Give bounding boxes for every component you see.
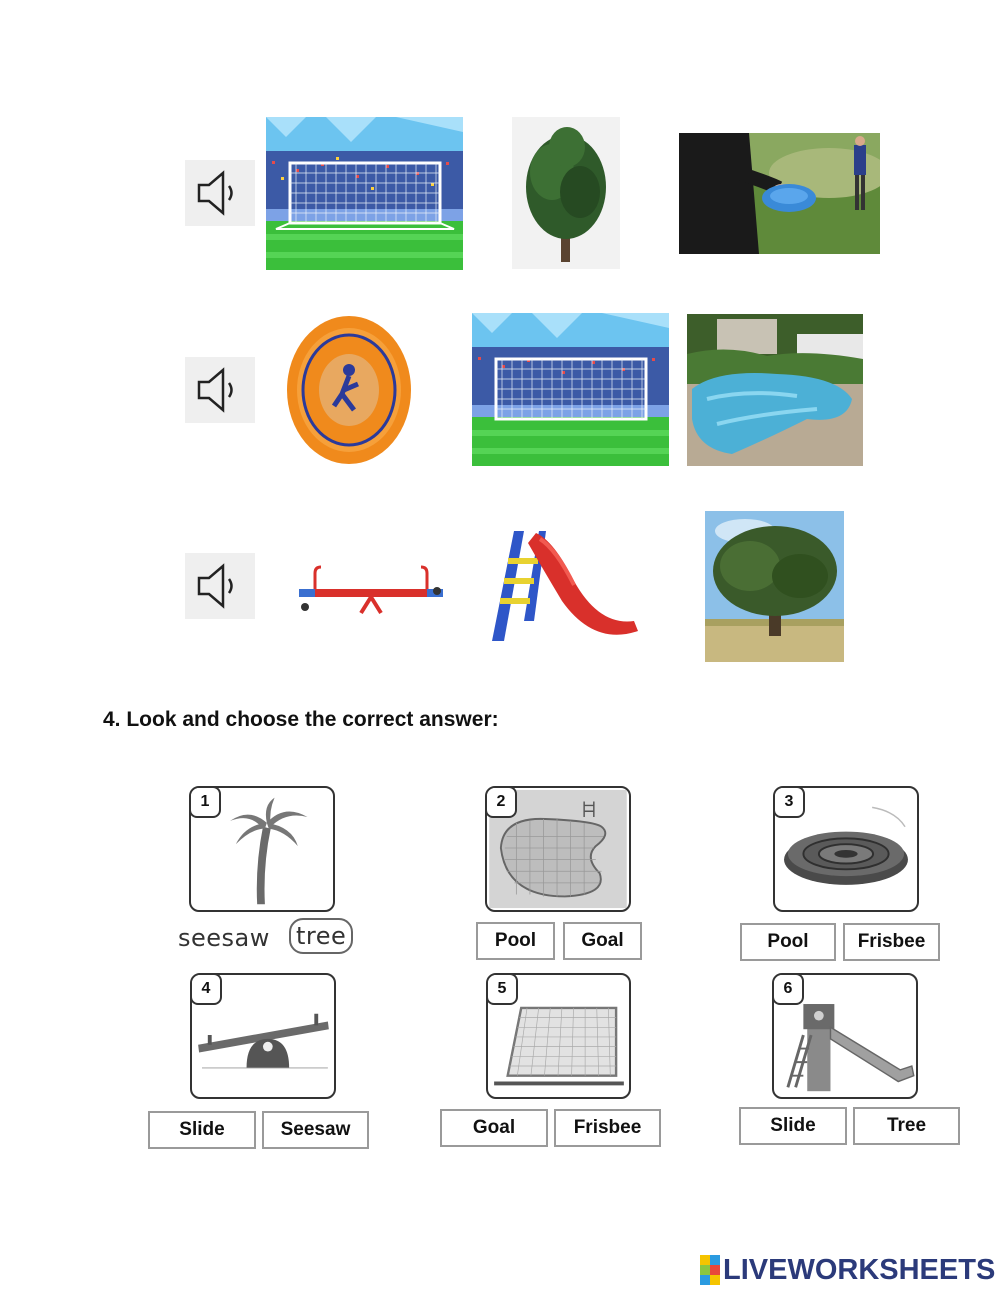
audio-button-2[interactable] [185, 357, 255, 423]
speaker-icon [193, 561, 247, 611]
tree-photo[interactable] [705, 511, 844, 662]
option-seesaw[interactable]: Seesaw [262, 1111, 369, 1149]
option-tree[interactable]: Tree [853, 1107, 960, 1145]
audio-button-1[interactable] [185, 160, 255, 226]
picture-card-6 [772, 973, 918, 1099]
logo-text: LIVEWORKSHEETS [723, 1253, 996, 1286]
section-heading: 4. Look and choose the correct answer: [103, 708, 499, 731]
option-pool[interactable]: Pool [740, 923, 836, 961]
logo-icon [700, 1255, 720, 1285]
picture-card-3 [773, 786, 919, 912]
item-number: 3 [773, 786, 805, 818]
item-number: 5 [486, 973, 518, 1005]
picture-card-4 [190, 973, 336, 1099]
tree-picture[interactable] [512, 117, 620, 269]
frisbee-photo[interactable] [679, 133, 880, 254]
liveworksheets-logo[interactable] [700, 1253, 995, 1287]
pool-photo[interactable] [687, 314, 863, 466]
item-number: 6 [772, 973, 804, 1005]
option-word-selected[interactable]: tree [289, 918, 353, 954]
slide-picture[interactable] [484, 521, 640, 649]
picture-card-5 [486, 973, 631, 1099]
audio-button-3[interactable] [185, 553, 255, 619]
option-slide[interactable]: Slide [148, 1111, 256, 1149]
goal-picture[interactable] [472, 313, 669, 466]
speaker-icon [193, 365, 247, 415]
item-number: 4 [190, 973, 222, 1005]
picture-card-1 [189, 786, 335, 912]
frisbee-picture[interactable] [284, 314, 414, 466]
picture-card-2 [485, 786, 631, 912]
speaker-icon [193, 168, 247, 218]
seesaw-picture[interactable] [295, 553, 447, 617]
goal-picture[interactable] [266, 117, 463, 270]
item-number: 2 [485, 786, 517, 818]
option-frisbee[interactable]: Frisbee [843, 923, 940, 961]
item-number: 1 [189, 786, 221, 818]
option-pool[interactable]: Pool [476, 922, 555, 960]
option-slide[interactable]: Slide [739, 1107, 847, 1145]
option-word[interactable]: seesaw [178, 924, 270, 952]
option-goal[interactable]: Goal [440, 1109, 548, 1147]
option-goal[interactable]: Goal [563, 922, 642, 960]
option-frisbee[interactable]: Frisbee [554, 1109, 661, 1147]
